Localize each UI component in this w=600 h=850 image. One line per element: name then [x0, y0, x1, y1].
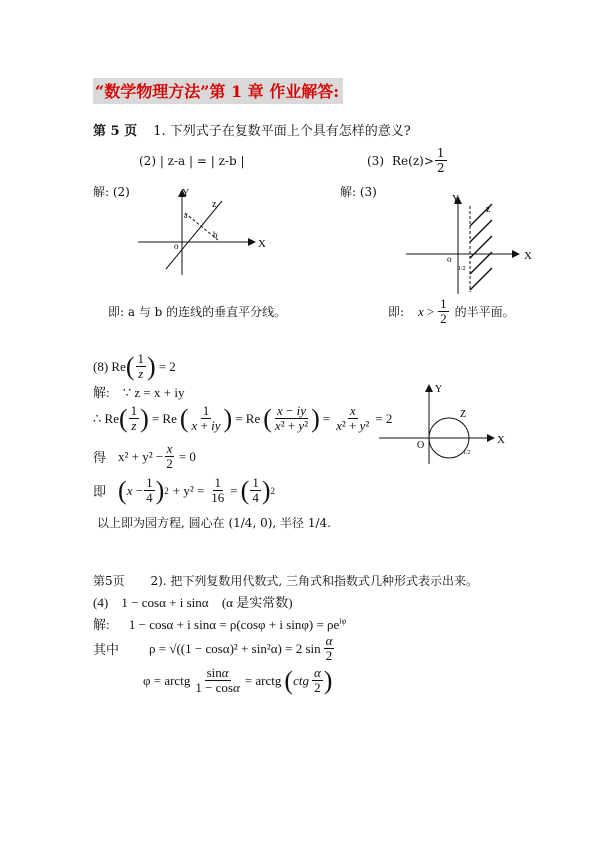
p2-phi-mid: = arctg: [244, 672, 282, 688]
p8-label: (8) Re: [93, 358, 126, 374]
p8-ie-line: 即 ( x − $\frac{1}{4}$ ) 2 + y² = $\frac{1}{16}$ = ( $\frac{1}{4}$ ) 2: [93, 475, 275, 505]
item-3-expr: [392, 146, 448, 175]
label-z: z: [486, 204, 491, 215]
label-o: o: [447, 254, 452, 264]
problem1-line: [93, 120, 411, 139]
sol3-prefix: 即:: [388, 305, 405, 319]
label-x: X: [524, 250, 532, 262]
problem1-statement: 1. 下列式子在复数平面上个具有怎样的意义?: [153, 124, 411, 139]
solution-2-conclusion: 即: a 与 b 的连线的垂直平分线。: [108, 305, 287, 319]
sol3-half: [438, 297, 449, 326]
diagram-half-plane: [400, 190, 540, 300]
item4-expr: 1 − cosα + i sinα: [121, 595, 209, 610]
document-title: “数学物理方法”第 1 章 作业解答:: [93, 78, 343, 104]
solution-2-label: 解: (2): [93, 185, 130, 199]
p8-equals: = 2: [158, 358, 176, 374]
p2-phi-line: φ = arctg $\frac{\sin\alpha}{1 - \cos\alpha}$ = arctg ( ctg $\frac{\alpha}{2}$ ): [143, 665, 333, 695]
label-y: Y: [182, 188, 190, 199]
label-b: b: [213, 230, 218, 240]
p8-because: ∵ z = x + iy: [122, 385, 185, 400]
p2-where-label: 其中: [93, 642, 120, 657]
p2-ctg: ctg: [293, 672, 309, 688]
p8-therefore-line: ∴ Re ( $\frac{1}{z}$ ) = Re ( $\frac{1}{x + iy}$ ) = Re ( $\frac{x - iy}{\text{x² + y²}}$ ) = $\frac{x}{\text{x² + y²}}$ = 2: [93, 403, 393, 433]
half-den: 2: [436, 161, 445, 175]
label-o: o: [174, 241, 179, 251]
y-arrow: [425, 384, 433, 392]
p8-get-line: 得 x² + y² − $\frac{x}{2}$ = 0: [93, 441, 196, 471]
p8-therefore: ∴ Re: [93, 410, 119, 426]
item4-note: (α 是实常数): [221, 595, 293, 610]
page-label: 第 5 页: [93, 124, 138, 139]
sol3-gt: >: [426, 303, 435, 319]
item-2: (2) | z-a | = | z-b |: [139, 154, 245, 168]
p2-phi-eq: φ = arctg: [143, 672, 191, 688]
label-y: Y: [452, 194, 460, 205]
label-o: O: [417, 440, 425, 451]
half-num: 1: [436, 146, 445, 160]
label-a: a: [184, 211, 188, 220]
sol3-x: x: [418, 303, 424, 319]
sol3-suffix: 的半平面。: [454, 305, 515, 319]
p2-rho-eq: ρ = √((1 − cosα)² + sin²α) = 2 sin: [149, 640, 321, 656]
p2-sol-exp: iφ: [339, 616, 347, 626]
x-arrow: [512, 250, 520, 258]
p8-ie-tail: + y² =: [172, 482, 205, 498]
p8-conclusion: 以上即为园方程, 圆心在 (1/4, 0), 半径 1/4.: [97, 516, 331, 530]
x-arrow: [487, 434, 495, 442]
p8-get-label: 得: [93, 450, 107, 465]
half-fraction: [435, 146, 447, 175]
label-z: z: [212, 199, 217, 210]
p8-get-tail: = 0: [178, 448, 196, 464]
sol3-half-num: 1: [440, 296, 447, 311]
diagram-bisector: [130, 185, 270, 280]
item-4-line: [93, 592, 293, 611]
problem8-statement: (8) Re ( $\frac{1}{z}$ ) = 2: [93, 351, 176, 381]
item-3-re: Re(z)>: [392, 153, 434, 168]
sol3-half-den: 2: [440, 311, 447, 326]
label-x: X: [258, 238, 266, 250]
label-half: 1/2: [458, 266, 466, 272]
problem2-line: [93, 572, 478, 589]
diagram-circle: [375, 380, 525, 470]
p2-rho-line: 其中 ρ = √((1 − cosα)² + sin²α) = 2 sin $\frac{\alpha}{2}$: [93, 633, 333, 663]
label-z: Z: [460, 409, 467, 420]
label-y: Y: [435, 384, 443, 395]
hatch-lines: [470, 204, 492, 290]
p2-solution-line: [93, 614, 346, 633]
page-label-2: 第5页: [93, 574, 125, 588]
solution-3-label: 解: (3): [340, 185, 377, 199]
label-x: X: [497, 434, 505, 446]
label-half: 1/2: [463, 450, 471, 456]
problem2-statement: 2). 把下列复数用代数式, 三角式和指数式几种形式表示出来。: [150, 574, 479, 588]
p2-sol-eq: 1 − cosα + i sinα = ρ(cosφ + i sinφ) = ρe: [128, 617, 340, 632]
solution-3-conclusion: [388, 297, 515, 326]
item-3-label: (3): [367, 154, 384, 168]
p8-ie-label: 即: [93, 484, 107, 499]
p2-sol-label: 解:: [93, 617, 110, 632]
x-arrow: [248, 238, 256, 246]
p8-get-eq: x² + y² −: [118, 448, 164, 464]
p8-because-line: [93, 382, 184, 401]
p8-sol-prefix: 解:: [93, 385, 110, 400]
item4-label: (4): [93, 595, 109, 610]
